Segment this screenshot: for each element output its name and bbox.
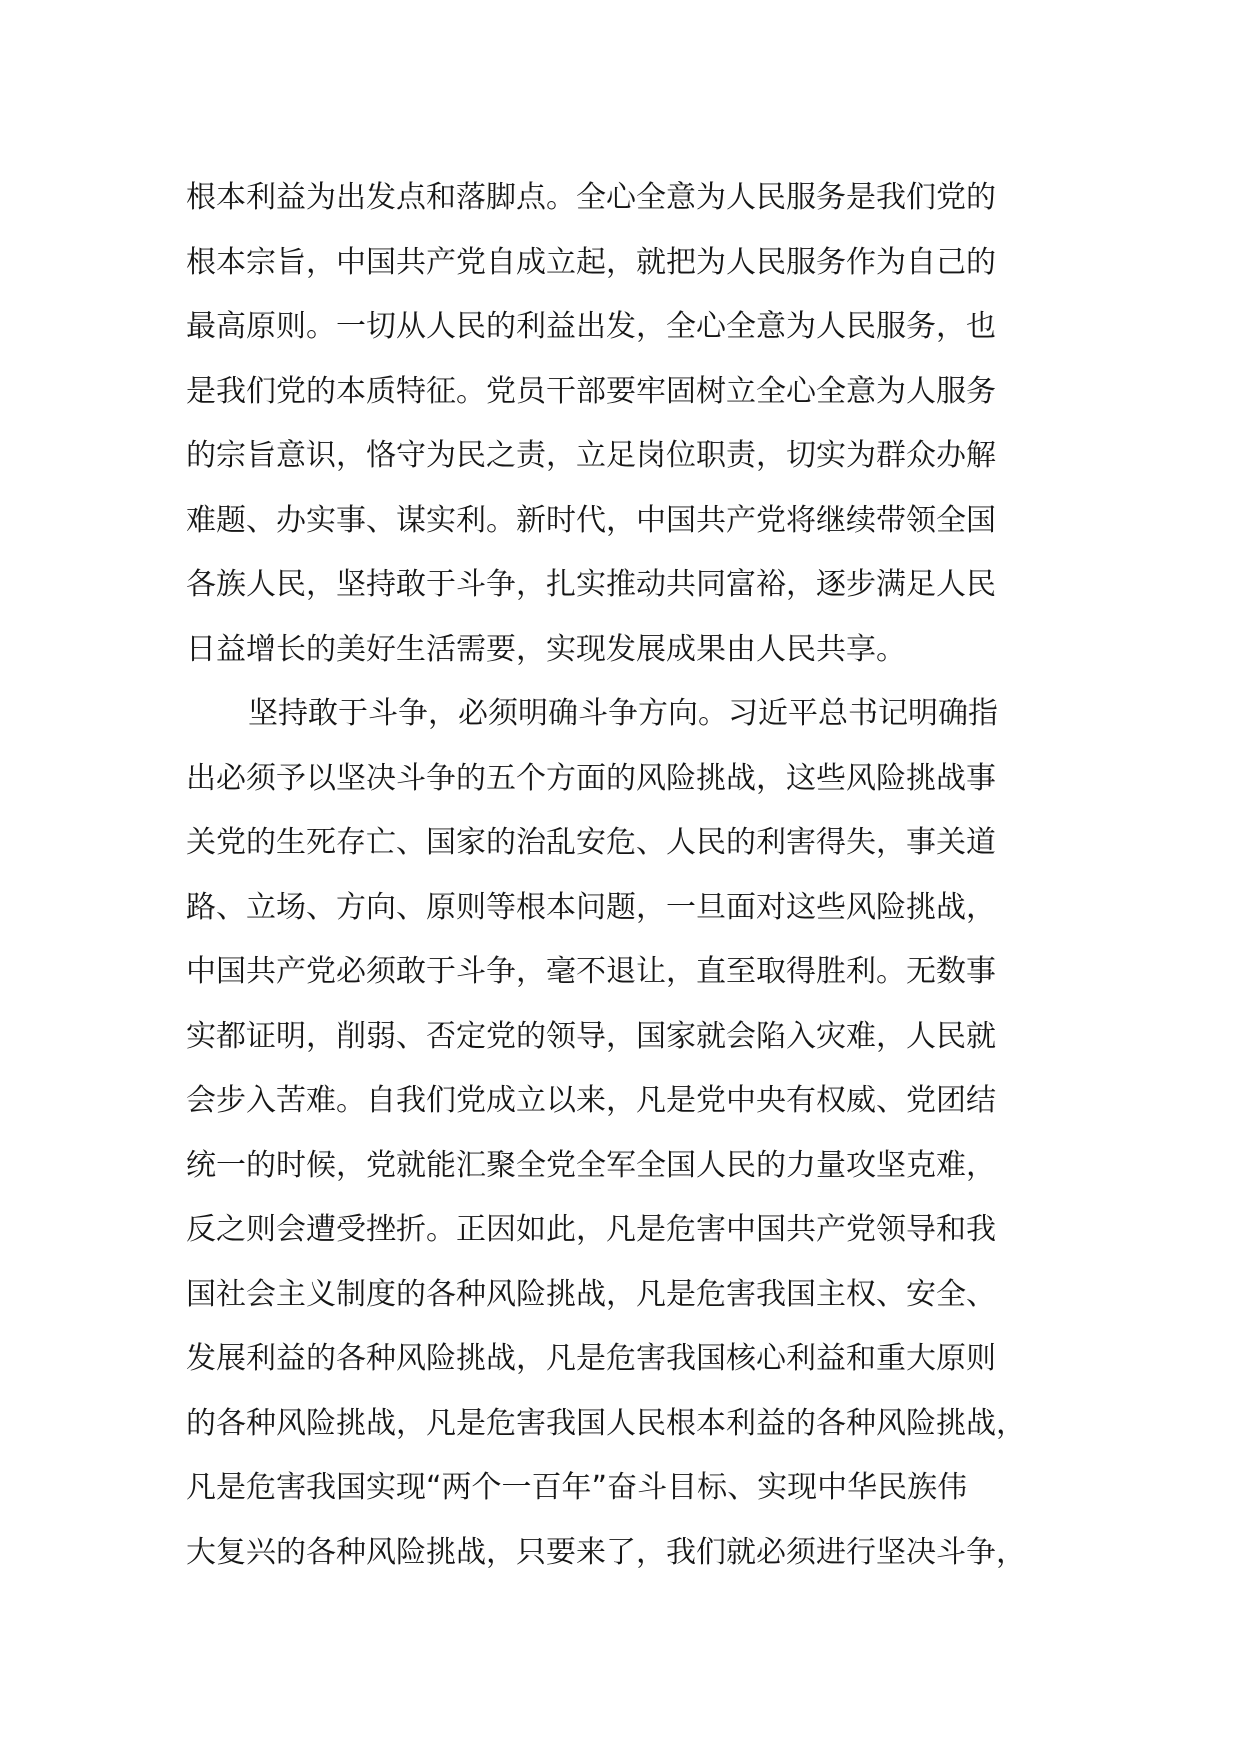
text-line: 各族人民，坚持敢于斗争，扎实推动共同富裕，逐步满足人民 xyxy=(186,567,996,602)
text-line: 难题、办实事、谋实利。新时代，中国共产党将继续带领全国 xyxy=(186,502,996,538)
text-line: 根本宗旨，中国共产党自成立起，就把为人民服务作为自己的 xyxy=(186,244,996,280)
text-line: 会步入苦难。自我们党成立以来，凡是党中央有权威、党团结 xyxy=(186,1083,996,1118)
text-line: 大复兴的各种风险挑战，只要来了，我们就必须进行坚决斗争， xyxy=(186,1534,1026,1570)
text-line: 最高原则。一切从人民的利益出发，全心全意为人民服务，也 xyxy=(186,309,996,344)
text-line: 路、立场、方向、原则等根本问题，一旦面对这些风险挑战， xyxy=(186,889,996,925)
text-line: 关党的生死存亡、国家的治乱安危、人民的利害得失，事关道 xyxy=(186,825,996,860)
body-text xyxy=(186,166,1086,1585)
text-line: 统一的时候，党就能汇聚全党全军全国人民的力量攻坚克难， xyxy=(186,1147,996,1183)
text-line: 日益增长的美好生活需要，实现发展成果由人民共享。 xyxy=(186,631,906,667)
text-line: 出必须予以坚决斗争的五个方面的风险挑战，这些风险挑战事 xyxy=(186,760,996,796)
text-line: 发展利益的各种风险挑战，凡是危害我国核心利益和重大原则 xyxy=(186,1341,996,1376)
text-line: 是我们党的本质特征。党员干部要牢固树立全心全意为人服务 xyxy=(186,373,996,409)
text-line: 反之则会遭受挫折。正因如此，凡是危害中国共产党领导和我 xyxy=(186,1212,996,1247)
text-line: 中国共产党必须敢于斗争，毫不退让，直至取得胜利。无数事 xyxy=(186,954,996,989)
text-line: 根本利益为出发点和落脚点。全心全意为人民服务是我们党的 xyxy=(186,180,996,215)
text-line: 凡是危害我国实现“两个一百年”奋斗目标、实现中华民族伟 xyxy=(186,1470,968,1505)
text-line: 实都证明，削弱、否定党的领导，国家就会陷入灾难，人民就 xyxy=(186,1018,996,1054)
text-line: 的各种风险挑战，凡是危害我国人民根本利益的各种风险挑战， xyxy=(186,1405,1026,1441)
text-line: 国社会主义制度的各种风险挑战，凡是危害我国主权、安全、 xyxy=(186,1276,996,1312)
text-line: 的宗旨意识，恪守为民之责，立足岗位职责，切实为群众办解 xyxy=(186,438,996,473)
paragraph-start-line: 坚持敢于斗争，必须明确斗争方向。习近平总书记明确指 xyxy=(248,696,998,731)
